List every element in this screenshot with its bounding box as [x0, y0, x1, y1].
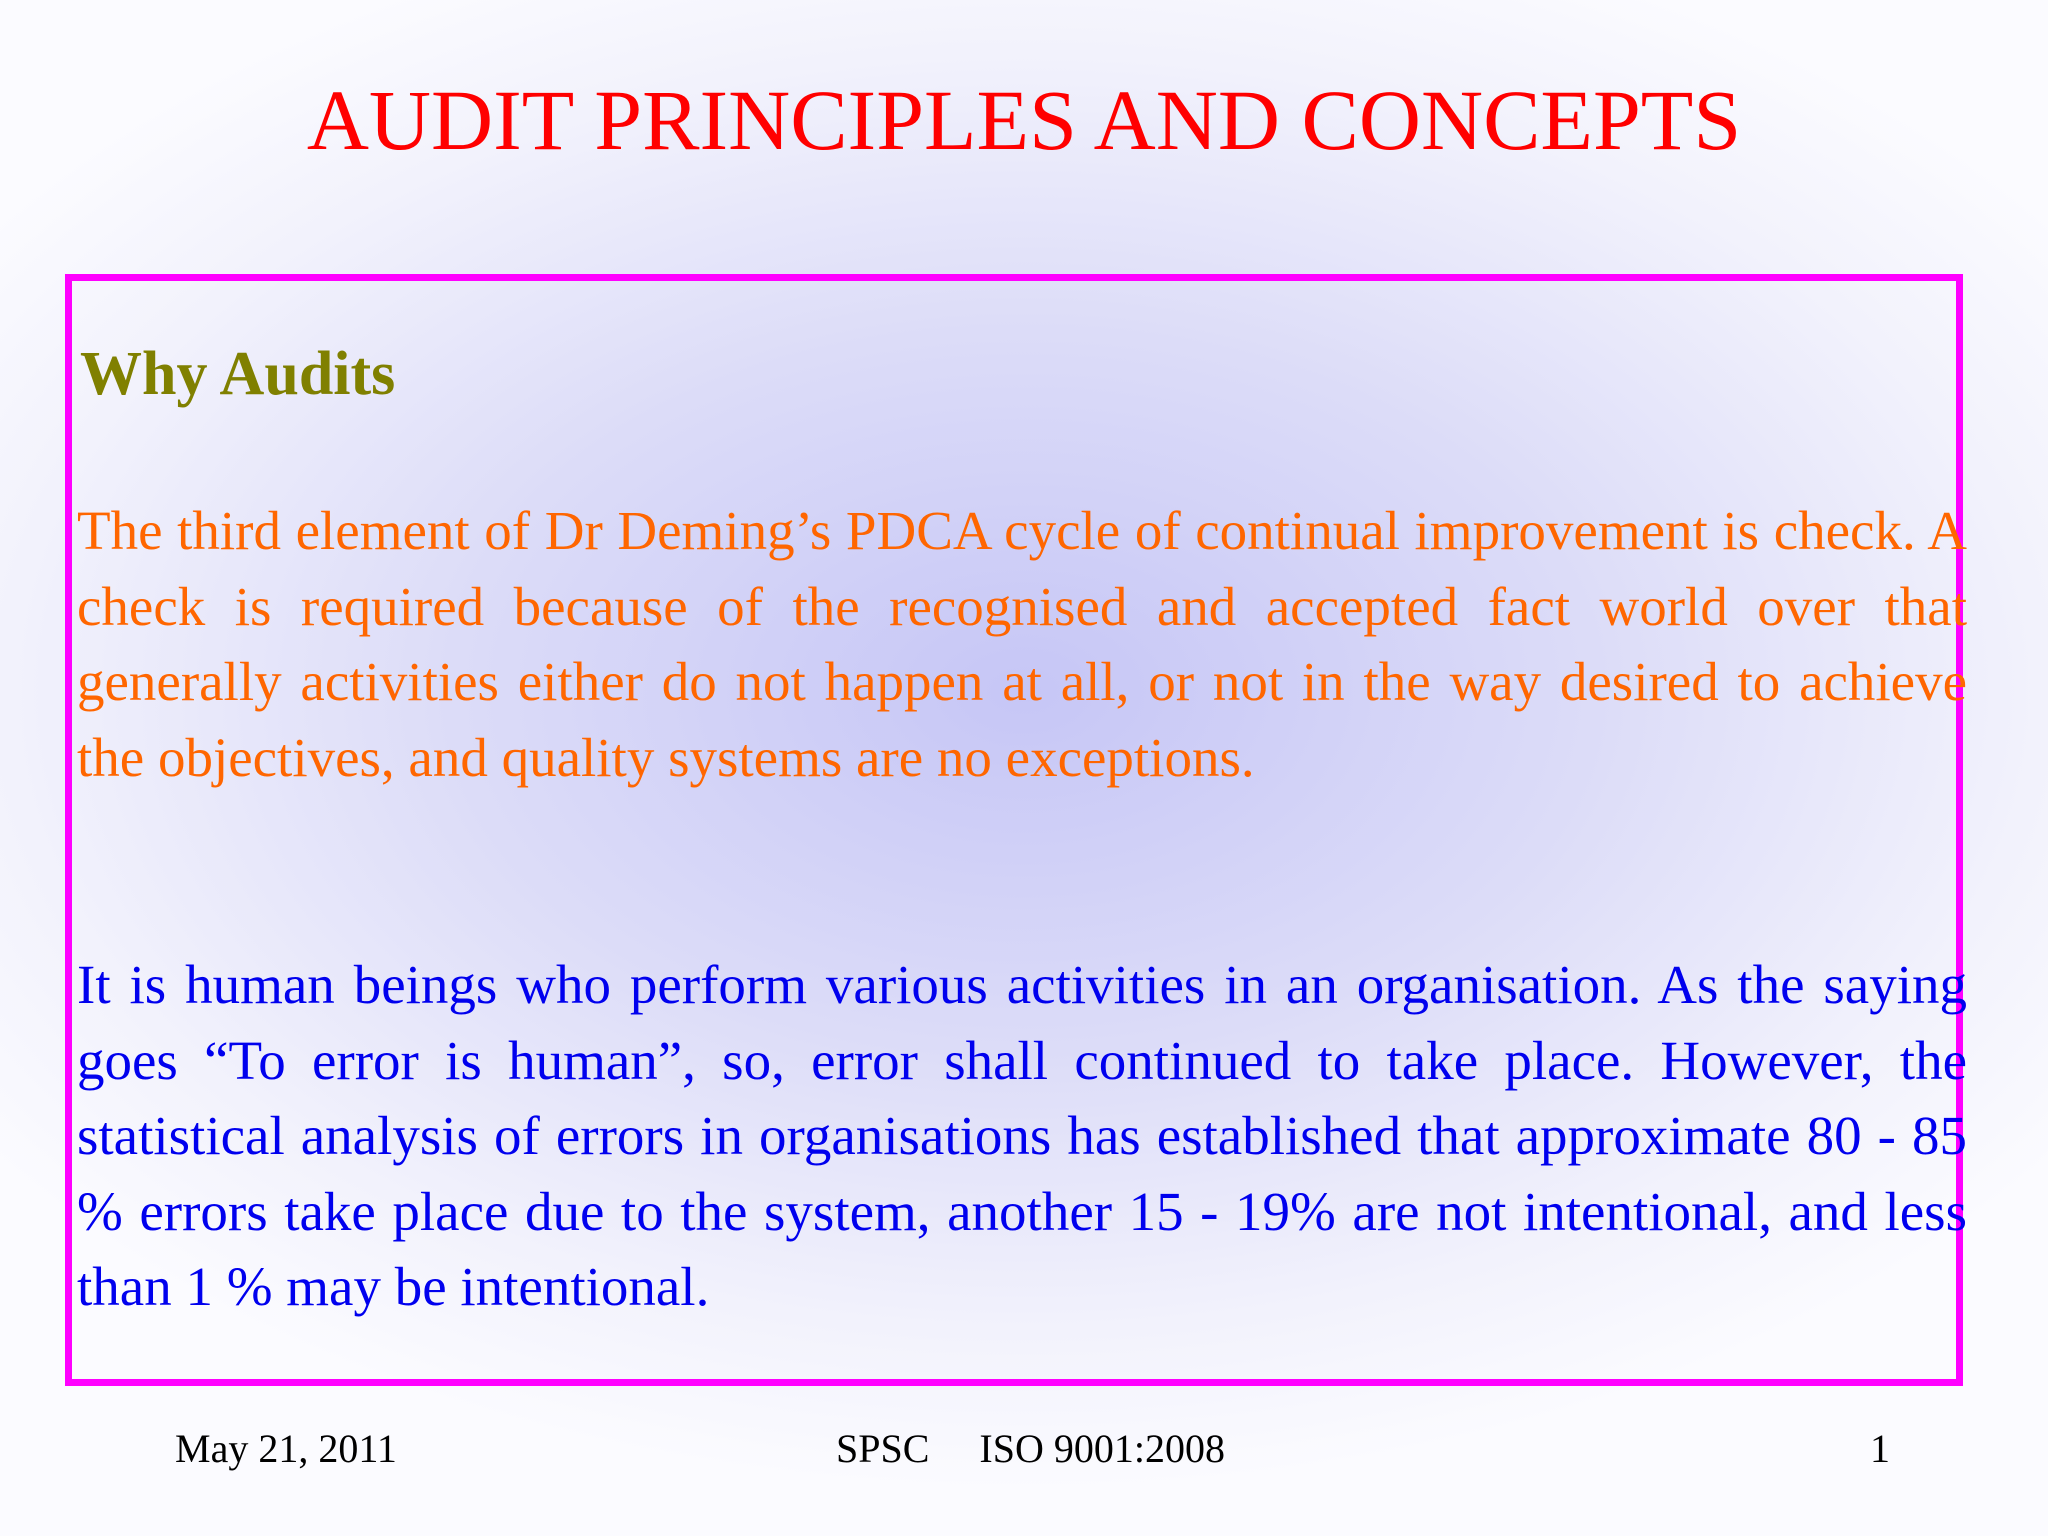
footer-date: May 21, 2011	[175, 1426, 397, 1471]
paragraph-pdca: The third element of Dr Deming’s PDCA cycle of continual improvement is check. A check is required because of the recognised and accepted fact world over that generally activities either do not happen at all, or not in the way desired to achieve the objectives, and quality systems are no exceptions.	[77, 500, 1967, 788]
footer-page-number: 1	[1870, 1426, 1890, 1471]
content-box	[65, 274, 1967, 1386]
paragraph-human-error: It is human beings who perform various activities in an organisation. As the saying goes “To error is human”, so, error shall continued to take place. However, the statistical analysis of errors in organisations has established that approximate 80 - 85 % errors take place due to the system, another 15 - 19% are not intentional, and less than 1 % may be intentional.	[77, 954, 1967, 1318]
section-heading: Why Audits	[80, 340, 396, 408]
slide-title: AUDIT PRINCIPLES AND CONCEPTS	[306, 72, 1742, 168]
footer-standard: ISO 9001:2008	[979, 1426, 1225, 1471]
footer-organization: SPSC	[836, 1426, 930, 1471]
footer-center	[836, 1424, 1225, 1474]
